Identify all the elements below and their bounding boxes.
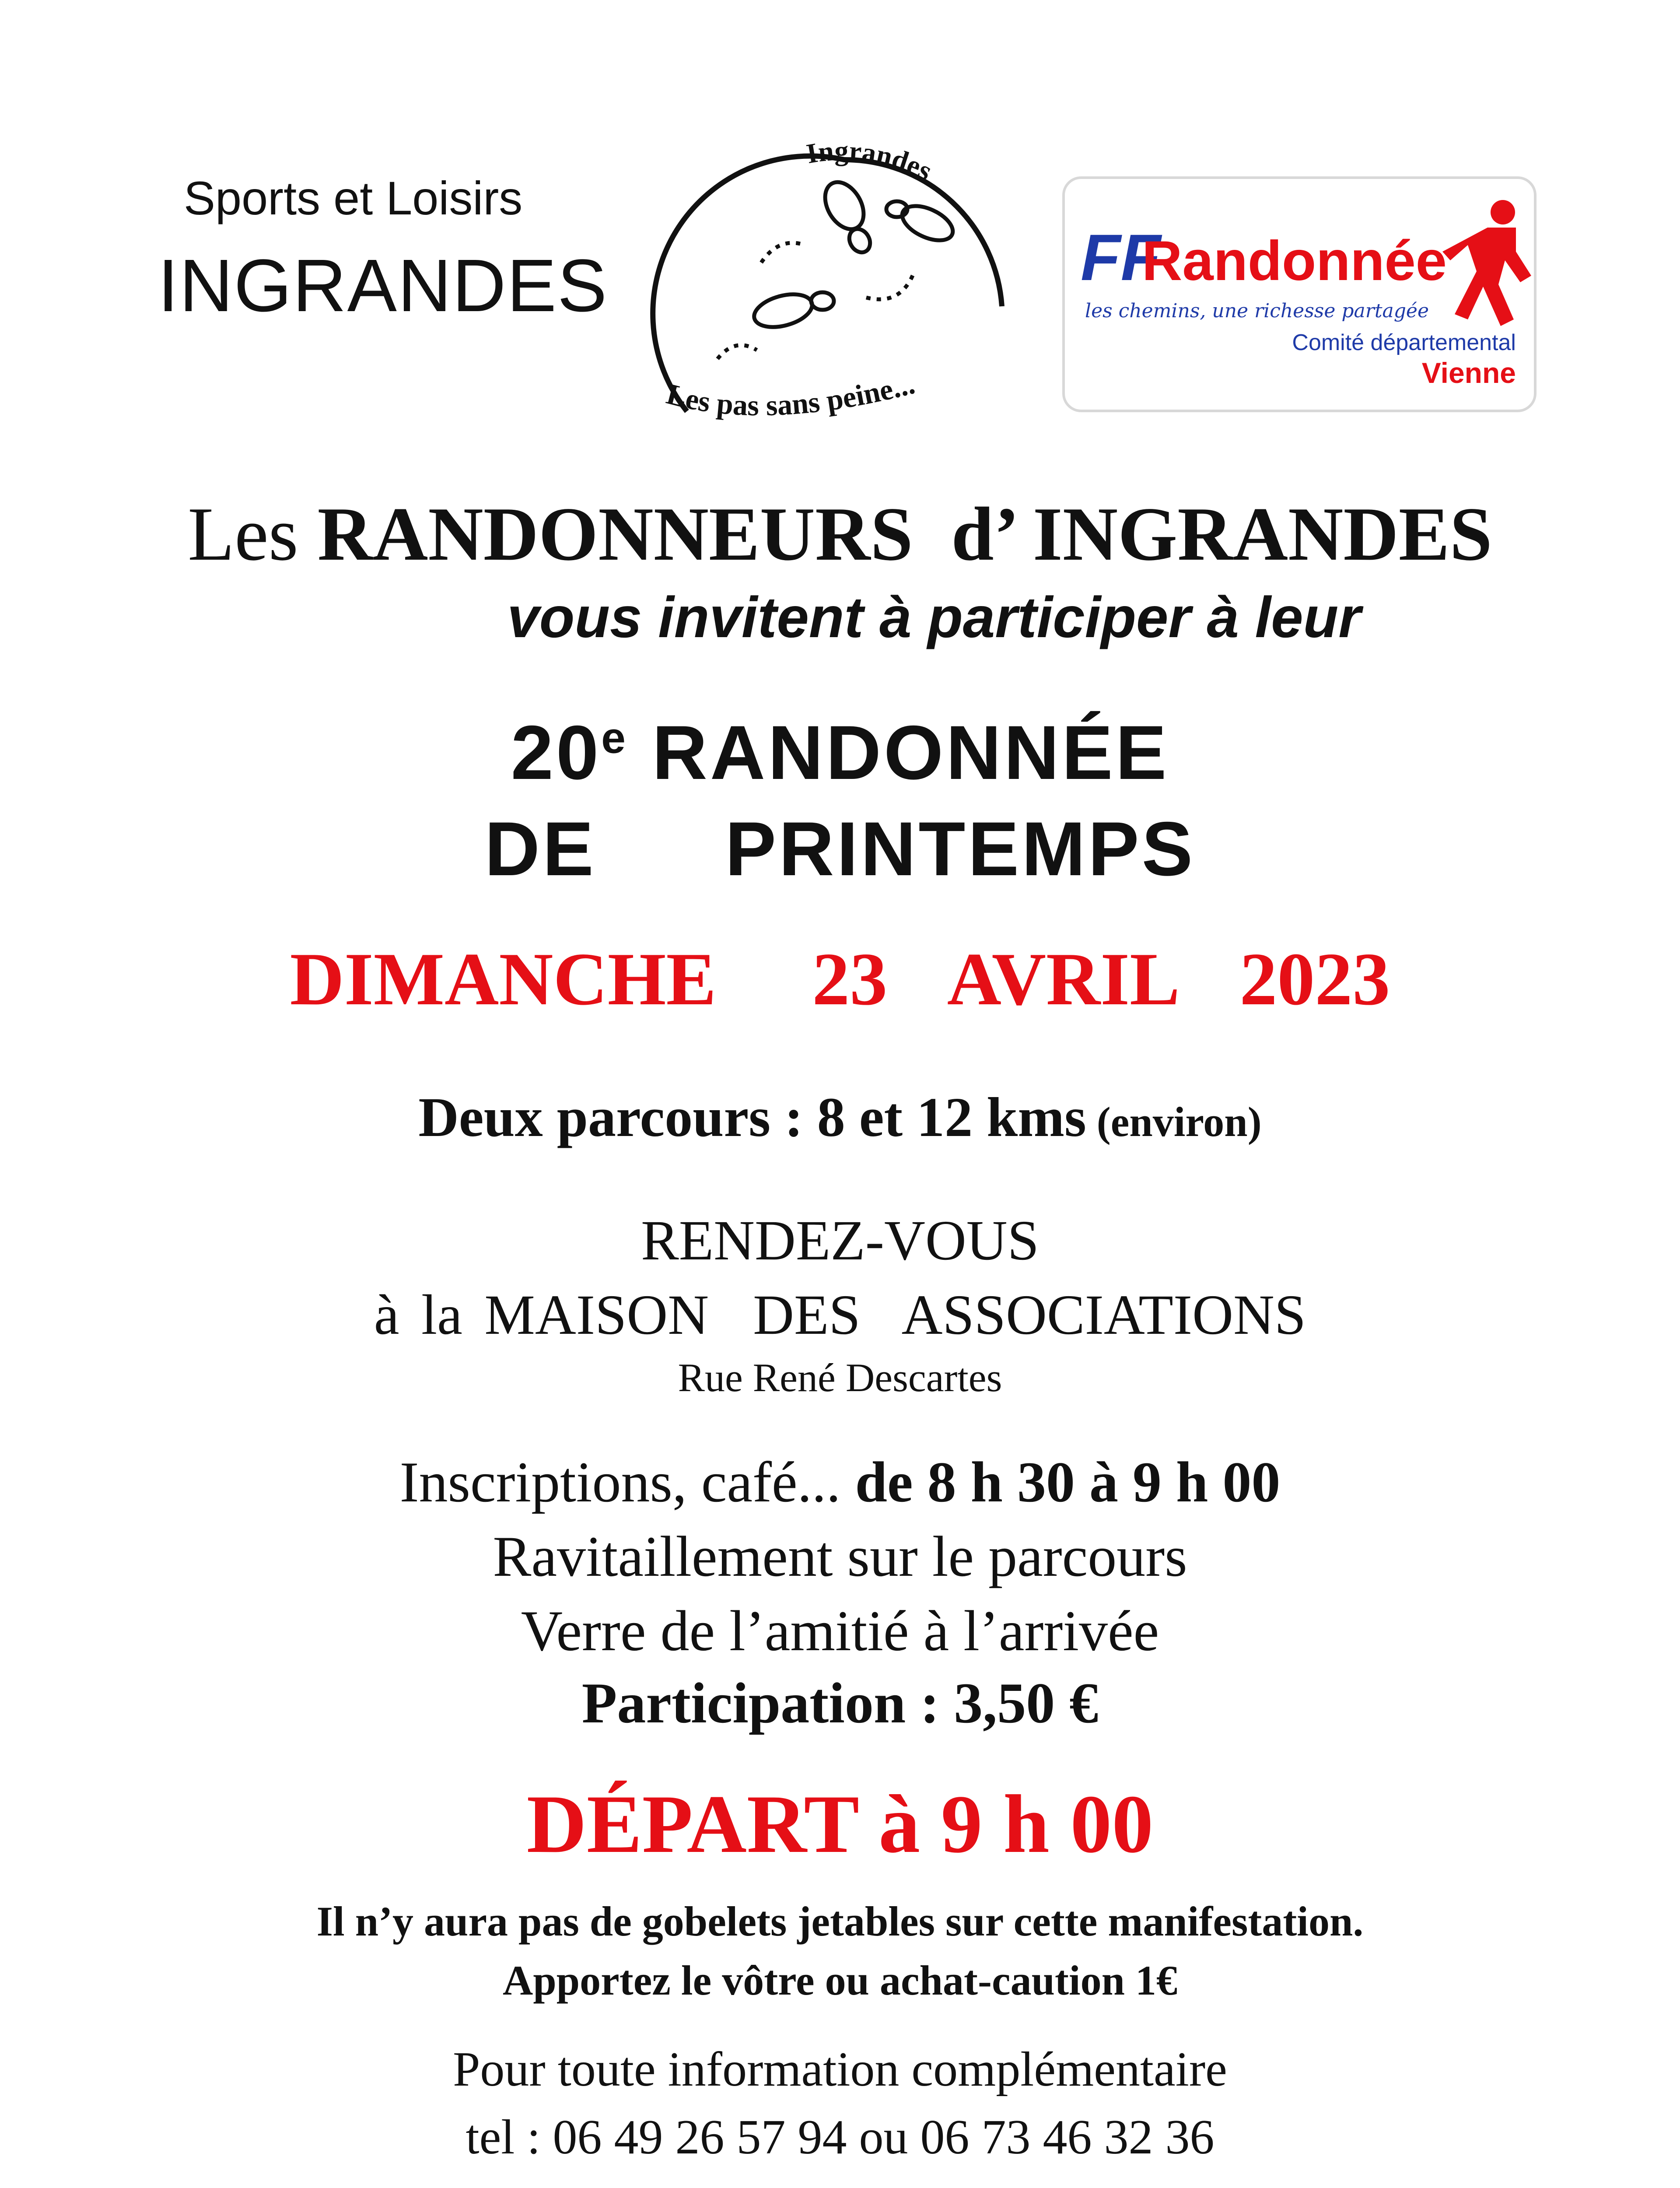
registration-time: de 8 h 30 à 9 h 00 bbox=[855, 1450, 1281, 1514]
notice-line-1: Il n’y aura pas de gobelets jetables sur cette manifestation. bbox=[316, 1898, 1364, 1945]
departure-time: DÉPART à 9 h 00 bbox=[526, 1778, 1154, 1870]
club-subtitle: Sports et Loisirs bbox=[184, 172, 523, 224]
event-date: DIMANCHE 23 AVRIL 2023 bbox=[290, 938, 1390, 1021]
club-logo-top-text: Ingrandes bbox=[804, 135, 938, 187]
routes-line bbox=[0, 1085, 1680, 1150]
federation-brand-ff: FF bbox=[1081, 221, 1161, 294]
event-title-line1 bbox=[0, 709, 1680, 797]
fee-line: Participation : 3,50 € bbox=[581, 1671, 1099, 1735]
event-title-rest: RANDONNÉE bbox=[628, 710, 1169, 796]
headline-main: RANDONNEURS d’ INGRANDES bbox=[317, 491, 1492, 576]
club-logo bbox=[639, 131, 1032, 446]
refreshment-line: Ravitaillement sur le parcours bbox=[493, 1524, 1187, 1588]
event-title-line2: DE PRINTEMPS bbox=[484, 806, 1196, 892]
club-name: INGRANDES bbox=[158, 244, 608, 327]
federation-tagline: les chemins, une richesse partagée bbox=[1085, 300, 1429, 322]
routes-main: Deux parcours : 8 et 12 kms bbox=[418, 1086, 1086, 1148]
venue-street: Rue René Descartes bbox=[678, 1355, 1002, 1400]
rendezvous-title: RENDEZ-VOUS bbox=[641, 1209, 1039, 1272]
club-logo-bottom-text: Les pas sans peine... bbox=[663, 367, 918, 422]
federation-committee: Comité départemental bbox=[1292, 330, 1516, 355]
headline bbox=[0, 490, 1680, 578]
welcome-drink-line: Verre de l’amitié à l’arrivée bbox=[521, 1599, 1159, 1663]
svg-text:Ingrandes bbox=[804, 135, 937, 187]
notice-line-2: Apportez le vôtre ou achat-caution 1€ bbox=[503, 1957, 1177, 2004]
svg-text:Les pas sans peine... bbox=[663, 367, 918, 422]
info-line-1: Pour toute information complémentaire bbox=[453, 2042, 1227, 2097]
headline-prefix: Les bbox=[188, 491, 318, 576]
federation-brand: Randonnée bbox=[1142, 230, 1447, 292]
federation-region: Vienne bbox=[1421, 357, 1516, 389]
invite-line: vous invitent à participer à leur bbox=[507, 585, 1361, 649]
event-number: 20 bbox=[511, 710, 602, 796]
registration-line bbox=[0, 1448, 1680, 1515]
federation-logo bbox=[1061, 175, 1538, 414]
info-phone-line: tel : 06 49 26 57 94 ou 06 73 46 32 36 bbox=[466, 2110, 1214, 2164]
event-number-suffix: e bbox=[601, 713, 628, 763]
venue-name: à la MAISON DES ASSOCIATIONS bbox=[374, 1283, 1306, 1346]
registration-label: Inscriptions, café... bbox=[399, 1450, 855, 1514]
routes-note: (environ) bbox=[1086, 1098, 1262, 1145]
footprints-icon bbox=[718, 175, 958, 359]
